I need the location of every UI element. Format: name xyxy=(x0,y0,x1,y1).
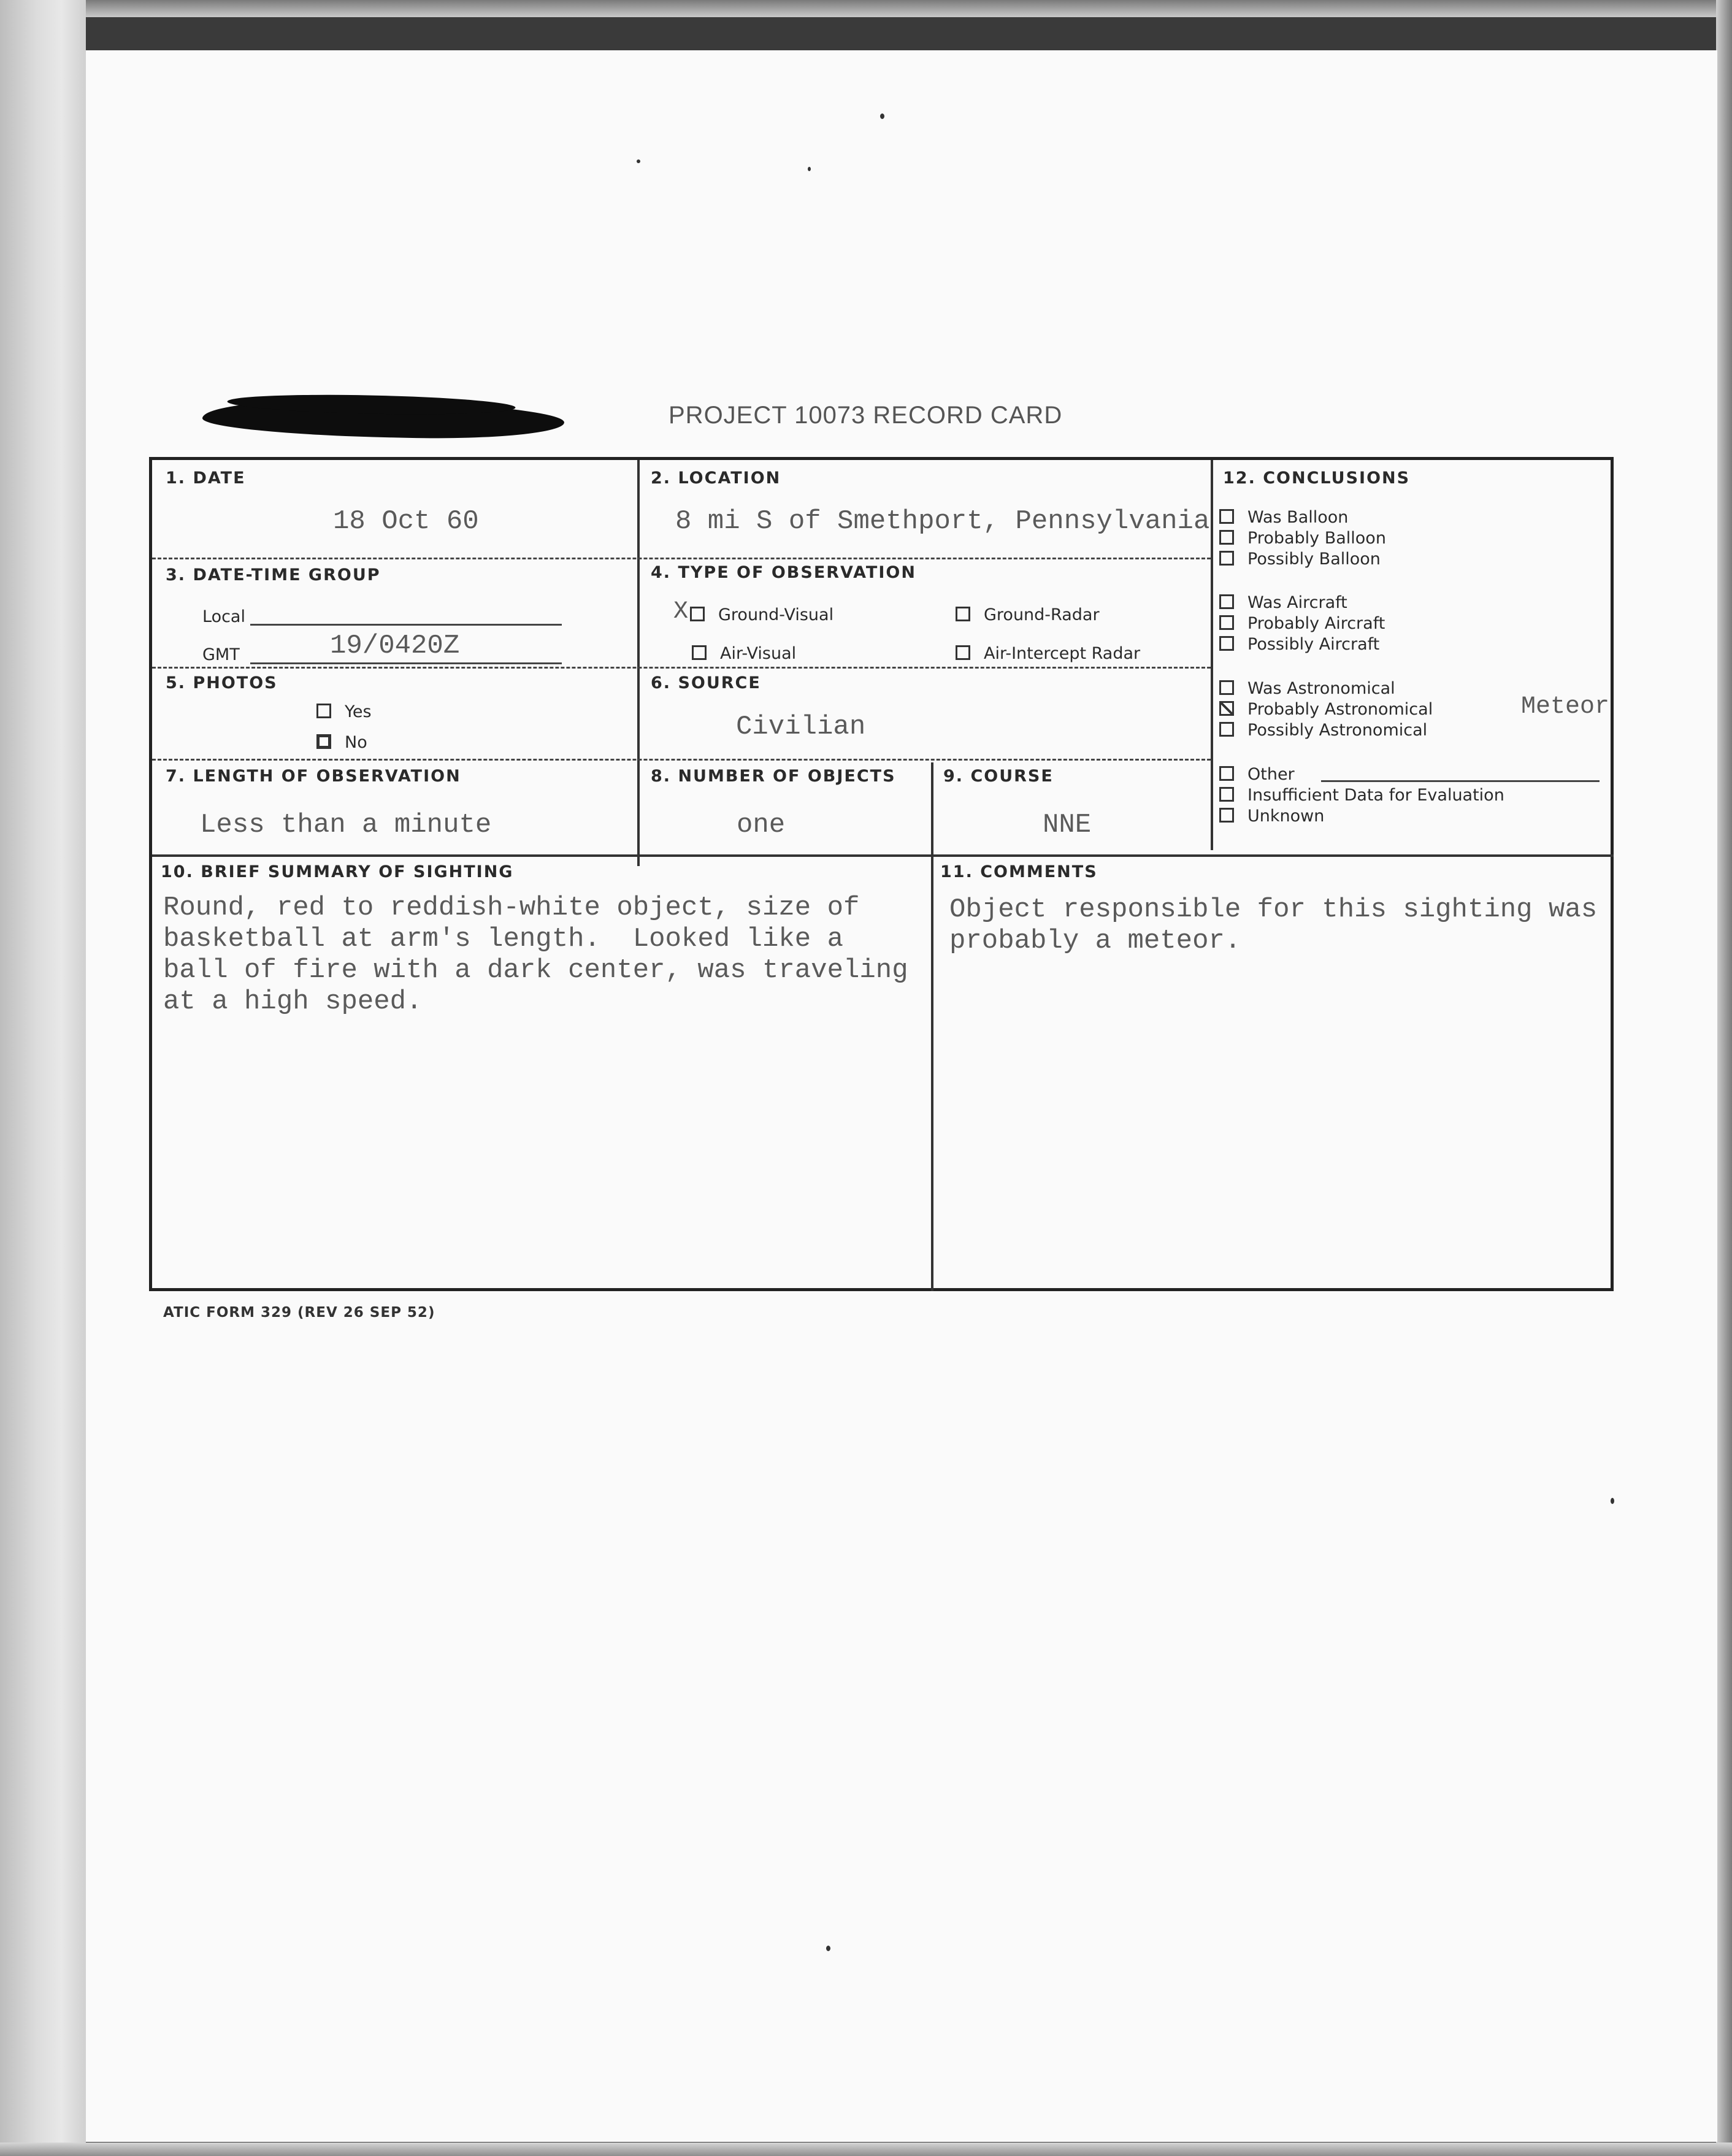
option-label: Probably Balloon xyxy=(1247,529,1386,548)
photos-no[interactable] xyxy=(316,733,367,752)
option-air-intercept-radar[interactable] xyxy=(956,644,1140,663)
option-label: Ground-Radar xyxy=(984,605,1100,624)
speck xyxy=(1611,1498,1614,1504)
source-value: Civilian xyxy=(736,712,866,742)
speck xyxy=(808,167,811,171)
conclusion-insufficient-data[interactable] xyxy=(1219,786,1504,805)
conclusion-probably-astronomical[interactable] xyxy=(1219,700,1433,719)
speck xyxy=(637,159,640,163)
comments-line: probably a meteor. xyxy=(949,926,1241,956)
checkbox-icon xyxy=(1219,530,1234,545)
checkbox-icon xyxy=(1219,509,1234,524)
conclusion-was-aircraft[interactable] xyxy=(1219,593,1347,612)
checkbox-icon xyxy=(1219,615,1234,630)
option-label: Was Balloon xyxy=(1247,508,1349,527)
date-time-group-label: 3. DATE-TIME GROUP xyxy=(166,566,381,585)
number-of-objects-label: 8. NUMBER OF OBJECTS xyxy=(651,767,896,786)
checkbox-icon xyxy=(1219,594,1234,609)
option-label: No xyxy=(345,733,367,752)
checkbox-icon xyxy=(1219,551,1234,566)
number-of-objects-value: one xyxy=(737,810,786,840)
option-ground-radar[interactable] xyxy=(956,605,1100,624)
summary-line: basketball at arm's length. Looked like a xyxy=(163,924,843,954)
summary-line: ball of fire with a dark center, was traveling xyxy=(163,955,908,986)
option-label: Other xyxy=(1247,765,1295,784)
checkbox-icon xyxy=(692,645,707,660)
option-air-visual[interactable] xyxy=(692,644,796,663)
conclusions-label: 12. CONCLUSIONS xyxy=(1223,469,1411,488)
option-label: Was Aircraft xyxy=(1247,593,1347,612)
option-label: Unknown xyxy=(1247,807,1325,826)
option-label: Air-Intercept Radar xyxy=(984,644,1141,663)
conclusion-was-balloon[interactable] xyxy=(1219,508,1348,527)
comments-label: 11. COMMENTS xyxy=(940,862,1098,881)
length-value: Less than a minute xyxy=(200,810,492,840)
conclusion-unknown[interactable] xyxy=(1219,807,1324,826)
conclusion-possibly-aircraft[interactable] xyxy=(1219,635,1379,654)
location-value: 8 mi S of Smethport, Pennsylvania xyxy=(675,506,1210,537)
conclusion-probably-balloon[interactable] xyxy=(1219,529,1386,548)
course-value: NNE xyxy=(1043,810,1092,840)
checkbox-icon xyxy=(956,645,970,660)
conclusion-probably-aircraft[interactable] xyxy=(1219,614,1385,633)
summary-text xyxy=(163,892,908,1018)
option-label: Probably Aircraft xyxy=(1247,614,1385,633)
checkbox-icon xyxy=(956,607,970,621)
gmt-line xyxy=(250,662,562,664)
comments-text xyxy=(949,894,1597,957)
scan-border-right xyxy=(1716,0,1732,2156)
speck xyxy=(880,113,884,119)
checkbox-icon xyxy=(316,704,331,718)
divider xyxy=(1211,460,1213,850)
option-label: Was Astronomical xyxy=(1247,679,1395,698)
gmt-label: GMT xyxy=(202,645,240,664)
divider xyxy=(152,667,1211,669)
scan-border-top xyxy=(0,0,1732,17)
local-time-line xyxy=(250,624,562,626)
divider xyxy=(637,460,640,866)
summary-label: 10. BRIEF SUMMARY OF SIGHTING xyxy=(161,862,514,881)
conclusion-possibly-astronomical[interactable] xyxy=(1219,721,1427,740)
conclusion-annotation: Meteor xyxy=(1521,693,1610,721)
other-line xyxy=(1321,780,1600,782)
location-label: 2. LOCATION xyxy=(651,469,781,488)
option-label: Possibly Aircraft xyxy=(1247,635,1380,654)
option-label: Air-Visual xyxy=(720,644,797,663)
option-ground-visual[interactable] xyxy=(690,605,833,624)
option-label: Probably Astronomical xyxy=(1247,700,1433,719)
scan-border-bottom xyxy=(0,2143,1732,2156)
checkbox-icon xyxy=(1219,808,1234,823)
option-label: Yes xyxy=(345,702,372,721)
scan-border-left xyxy=(0,0,86,2156)
divider xyxy=(931,762,933,866)
divider xyxy=(152,854,1614,857)
conclusion-was-astronomical[interactable] xyxy=(1219,679,1395,698)
gmt-value: 19/0420Z xyxy=(330,631,460,661)
card-title: PROJECT 10073 RECORD CARD xyxy=(669,402,1063,429)
date-value: 18 Oct 60 xyxy=(333,506,479,537)
local-time-label: Local xyxy=(202,607,245,626)
checkbox-checked-icon xyxy=(316,734,331,749)
source-label: 6. SOURCE xyxy=(651,673,761,692)
checkbox-checked-icon xyxy=(1219,701,1234,716)
date-label: 1. DATE xyxy=(166,469,246,488)
option-label: Ground-Visual xyxy=(718,605,834,624)
checkbox-icon xyxy=(690,607,705,621)
checkbox-icon xyxy=(1219,636,1234,651)
option-label: Insufficient Data for Evaluation xyxy=(1247,786,1504,805)
course-label: 9. COURSE xyxy=(943,767,1054,786)
option-label: Possibly Balloon xyxy=(1247,550,1381,569)
observation-type-mark: X xyxy=(673,598,689,626)
summary-line: at a high speed. xyxy=(163,986,423,1017)
length-label: 7. LENGTH OF OBSERVATION xyxy=(166,767,461,786)
conclusion-other[interactable] xyxy=(1219,765,1295,784)
photos-label: 5. PHOTOS xyxy=(166,673,278,692)
speck xyxy=(826,1946,830,1951)
photos-yes[interactable] xyxy=(316,702,372,721)
checkbox-icon xyxy=(1219,722,1234,737)
form-identifier: ATIC FORM 329 (REV 26 SEP 52) xyxy=(163,1305,435,1321)
option-label: Possibly Astronomical xyxy=(1247,721,1428,740)
conclusion-possibly-balloon[interactable] xyxy=(1219,550,1381,569)
divider xyxy=(931,856,933,1291)
checkbox-icon xyxy=(1219,787,1234,802)
divider xyxy=(152,759,1211,761)
summary-line: Round, red to reddish-white object, size of xyxy=(163,892,860,923)
checkbox-icon xyxy=(1219,680,1234,695)
checkbox-icon xyxy=(1219,766,1234,781)
observation-type-label: 4. TYPE OF OBSERVATION xyxy=(651,563,916,582)
record-card-form xyxy=(149,457,1614,1291)
divider xyxy=(152,558,1211,559)
comments-line: Object responsible for this sighting was xyxy=(949,894,1598,925)
